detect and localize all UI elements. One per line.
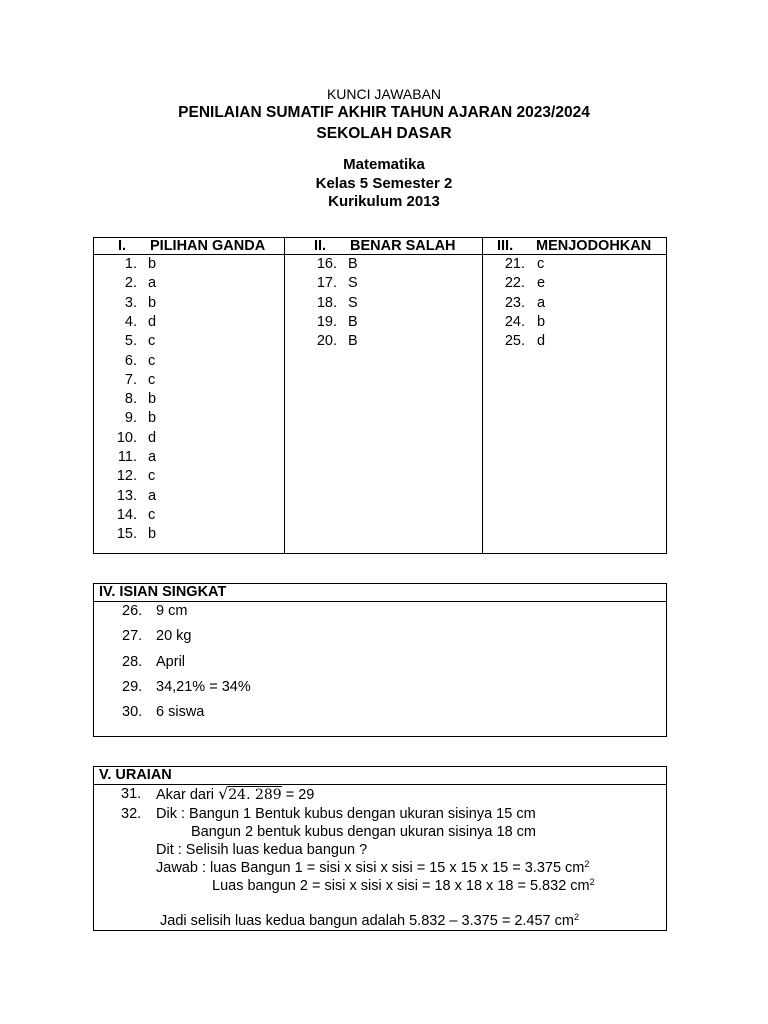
doc-title: KUNCI JAWABAN (326, 86, 442, 102)
section2-number: II. (314, 238, 327, 254)
answer-row (294, 294, 358, 311)
q32-given-2: Bangun 2 bentuk kubus dengan ukuran sisinya 18 cm (191, 824, 537, 840)
answer-row (94, 526, 157, 543)
answer-row (94, 313, 157, 330)
answer-value: S (348, 275, 358, 292)
q32-asked: Dit : Selisih luas kedua bangun ? (156, 842, 368, 858)
answer-row (94, 256, 157, 272)
question-number: 25. (504, 333, 525, 350)
answer-value: B (348, 256, 358, 272)
answer-value: b (537, 313, 546, 330)
answer-value: c (148, 352, 156, 369)
answer-value: c (148, 371, 156, 388)
curriculum: Kurikulum 2013 (328, 193, 440, 210)
question-number: 10. (116, 429, 137, 446)
exam-title: PENILAIAN SUMATIF AKHIR TAHUN AJARAN 2023/2024 (178, 104, 590, 121)
answer-row (94, 333, 156, 350)
section4-separator (94, 601, 666, 602)
section1-number: I. (118, 238, 127, 254)
question-number: 9. (124, 410, 137, 427)
question-number: 18. (316, 294, 337, 311)
answer-row (94, 352, 156, 369)
answer-row (94, 429, 157, 446)
header-separator (94, 254, 666, 255)
answer-value: b (148, 526, 157, 543)
q31-prefix: Akar dari (156, 787, 219, 803)
answer-row (94, 391, 157, 408)
answer-table-objective (93, 237, 667, 554)
answer-value: c (148, 468, 156, 485)
answer-value: d (148, 313, 157, 330)
q32-given-1: Dik : Bangun 1 Bentuk kubus dengan ukuran sisinya 15 cm (156, 806, 536, 822)
q32-answer-2 (212, 878, 595, 894)
answer-value: 6 siswa (156, 704, 205, 721)
answer-value: 34,21% = 34% (156, 678, 251, 695)
answer-row (94, 275, 157, 292)
answer-value: d (537, 333, 546, 350)
q31-answer (156, 786, 314, 803)
question-number: 17. (316, 275, 337, 292)
q31-result: = 29 (281, 787, 315, 803)
answer-value: e (537, 275, 546, 292)
answer-value: b (148, 294, 157, 311)
answer-row (294, 313, 358, 330)
q32-number: 32. (121, 806, 142, 822)
answer-row (94, 506, 156, 523)
answer-value: 9 cm (156, 603, 188, 619)
question-number: 23. (504, 294, 525, 311)
section2-title: BENAR SALAH (350, 238, 456, 254)
q32-answer-2-text: Luas bangun 2 = sisi x sisi x sisi = 18 x 18 x 18 = 5.832 cm (212, 878, 590, 894)
answer-row (94, 294, 157, 311)
section4-title: IV. ISIAN SINGKAT (99, 584, 227, 600)
section1-title: PILIHAN GANDA (150, 238, 266, 254)
section3-number: III. (497, 238, 514, 254)
question-number: 20. (316, 333, 337, 350)
section1-header (118, 238, 126, 254)
square-root-icon: √ (218, 784, 229, 803)
answer-value: B (348, 333, 358, 350)
section5-title: V. URAIAN (99, 767, 172, 783)
answer-table-short (93, 583, 667, 737)
answer-value: April (156, 653, 186, 670)
answer-row (294, 333, 358, 350)
answer-value: a (148, 449, 157, 465)
answer-value: S (348, 294, 358, 311)
q31-radicand: 24. 289 (228, 787, 282, 803)
answer-row (94, 371, 156, 388)
answer-table-essay (93, 766, 667, 931)
section2-header (314, 238, 326, 254)
answer-value: a (148, 275, 157, 292)
answer-row (482, 294, 546, 311)
question-number: 8. (124, 391, 137, 408)
question-number: 12. (116, 468, 137, 485)
answer-row (94, 487, 157, 504)
q32-conclusion-text: Jadi selisih luas kedua bangun adalah 5.832 – 3.375 = 2.457 cm (160, 913, 574, 929)
answer-row (482, 256, 545, 272)
superscript: 2 (584, 859, 590, 869)
answer-value: 20 kg (156, 628, 192, 645)
question-number: 7. (124, 371, 137, 388)
question-number: 16. (316, 256, 337, 272)
answer-row (482, 333, 546, 350)
question-number: 3. (124, 294, 137, 311)
section3-title: MENJODOHKAN (536, 238, 652, 254)
answer-row (482, 313, 546, 330)
column-divider (284, 238, 285, 553)
answer-value: d (148, 429, 157, 446)
question-number: 26. (122, 603, 143, 619)
question-number: 11. (117, 449, 137, 465)
question-number: 15. (116, 526, 137, 543)
question-number: 21. (504, 256, 525, 272)
question-number: 1. (124, 256, 137, 272)
answer-row (94, 410, 157, 427)
question-number: 27. (122, 628, 143, 645)
answer-value: b (148, 410, 157, 427)
answer-value: a (537, 294, 546, 311)
question-number: 5. (124, 333, 137, 350)
answer-value: b (148, 256, 157, 272)
q32-conclusion (160, 913, 579, 929)
answer-value: a (148, 487, 157, 504)
answer-value: b (148, 391, 157, 408)
question-number: 30. (122, 704, 143, 721)
q32-answer-1-text: Jawab : luas Bangun 1 = sisi x sisi x sisi = 15 x 15 x 15 = 3.375 cm (156, 860, 585, 876)
school-level: SEKOLAH DASAR (316, 125, 452, 142)
question-number: 22. (504, 275, 525, 292)
question-number: 2. (124, 275, 137, 292)
superscript: 2 (573, 912, 579, 922)
question-number: 28. (122, 653, 143, 670)
question-number: 4. (124, 313, 137, 330)
question-number: 14. (116, 506, 137, 523)
q32-answer-1 (156, 860, 589, 876)
question-number: 19. (316, 313, 337, 330)
question-number: 6. (124, 352, 137, 369)
answer-row (294, 256, 358, 272)
answer-value: c (537, 256, 545, 272)
answer-value: c (148, 333, 156, 350)
answer-value: c (148, 506, 156, 523)
answer-row (294, 275, 358, 292)
grade-semester: Kelas 5 Semester 2 (315, 175, 453, 192)
question-number: 24. (504, 313, 525, 330)
question-number: 29. (122, 678, 143, 695)
section5-separator (94, 784, 666, 785)
answer-value: B (348, 313, 358, 330)
question-number: 13. (116, 487, 137, 504)
answer-row (94, 468, 156, 485)
section3-header (497, 238, 513, 254)
subject: Matematika (343, 156, 425, 173)
superscript: 2 (589, 877, 595, 887)
answer-row (94, 449, 157, 465)
q31-number: 31. (121, 786, 142, 802)
answer-row (482, 275, 546, 292)
